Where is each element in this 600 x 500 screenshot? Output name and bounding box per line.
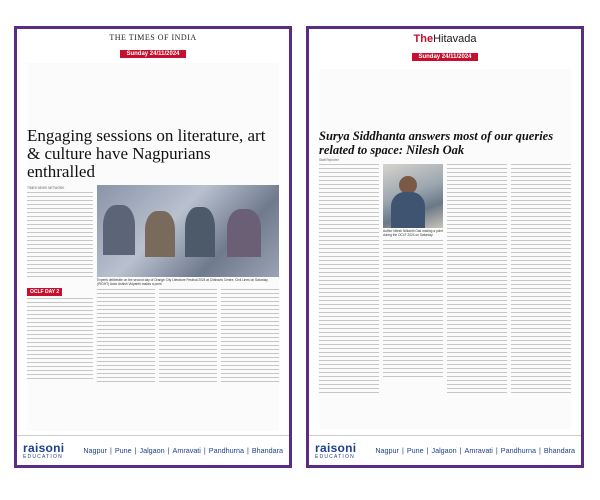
- hitavada-article: [319, 69, 571, 429]
- city-item: Pandhurna: [208, 446, 244, 455]
- hitavada-masthead: [309, 29, 581, 63]
- hitavada-body-column-1: [319, 164, 379, 394]
- raisoni-brand-sub: EDUCATION: [315, 453, 355, 460]
- city-item: Jalgaon: [139, 446, 165, 455]
- raisoni-logo: [23, 442, 64, 460]
- hitavada-photo-caption: Author Nilesh Nilkanth Oak making a point during the OCLF 2024 on Saturday.: [383, 229, 443, 237]
- toi-article-body: [27, 185, 279, 385]
- hitavada-masthead-title: [309, 33, 581, 45]
- toi-masthead: [17, 29, 289, 60]
- toi-footer: [17, 435, 289, 465]
- city-item: Pandhurna: [500, 446, 536, 455]
- toi-body-column-4: [221, 289, 279, 385]
- toi-headline: Engaging sessions on literature, art & culture have Nagpurians enthralled: [27, 126, 266, 181]
- raisoni-logo: [315, 442, 356, 460]
- hitavada-body-text-block: [383, 240, 443, 380]
- city-item: Nagpur: [83, 446, 107, 455]
- city-item: Pune: [406, 446, 424, 455]
- hitavada-author-photo: [383, 164, 443, 228]
- toi-body-lower-columns: [97, 289, 279, 385]
- toi-body-text-block-2: [27, 298, 93, 382]
- hitavada-article-body: [319, 164, 571, 394]
- toi-body-column-2: [97, 289, 155, 385]
- hitavada-byline: Staff Reporter: [319, 158, 339, 162]
- hitavada-footer: [309, 435, 581, 465]
- toi-clipping-panel: [14, 26, 292, 468]
- city-item: Nagpur: [375, 446, 399, 455]
- city-item: Bhandara: [543, 446, 575, 455]
- toi-byline: TIMES NEWS NETWORK: [27, 186, 65, 190]
- hitavada-date-badge: Sunday 24/11/2024: [412, 53, 477, 61]
- toi-body-column-1: [27, 185, 93, 385]
- toi-event-photo: [97, 185, 279, 277]
- hitavada-masthead-prefix: The: [413, 33, 434, 45]
- hitavada-media-column: [383, 164, 443, 394]
- raisoni-brand-name: raisoni: [23, 440, 65, 455]
- raisoni-brand-sub: EDUCATION: [23, 453, 63, 460]
- toi-date-badge: Sunday 24/11/2024: [120, 50, 185, 58]
- city-list: Nagpur | Pune | Jalgaon | Amravati | Pandhurna | Bhandara: [83, 446, 283, 455]
- city-item: Amravati: [464, 446, 493, 455]
- hitavada-body-column-4: [511, 164, 571, 394]
- city-item: Pune: [114, 446, 132, 455]
- city-item: Bhandara: [251, 446, 283, 455]
- hitavada-masthead-name: Hitavada: [433, 33, 477, 45]
- toi-kicker-badge: OCLF DAY 2: [27, 288, 62, 296]
- city-item: Jalgaon: [431, 446, 457, 455]
- toi-body-column-3: [159, 289, 217, 385]
- hitavada-headline: Surya Siddhanta answers most of our queries related to space: Nilesh Oak: [319, 129, 554, 157]
- city-list: Nagpur | Pune | Jalgaon | Amravati | Pandhurna | Bhandara: [375, 446, 575, 455]
- hitavada-clipping-panel: [306, 26, 584, 468]
- toi-photo-caption: Experts deliberate on the second day of Orange City Literature Festival 2024 at Chitnavis Centre, Civil Lines on Saturday. (RIGHT) Actor Ashish Vidyarthi makes a point: [97, 278, 269, 286]
- toi-masthead-title: THE TIMES OF INDIA: [109, 33, 197, 42]
- toi-body-text-block: [27, 192, 93, 280]
- toi-media-column: [97, 185, 279, 385]
- hitavada-body-column-3: [447, 164, 507, 394]
- raisoni-brand-name: raisoni: [315, 440, 357, 455]
- toi-article: [27, 63, 279, 431]
- city-item: Amravati: [172, 446, 201, 455]
